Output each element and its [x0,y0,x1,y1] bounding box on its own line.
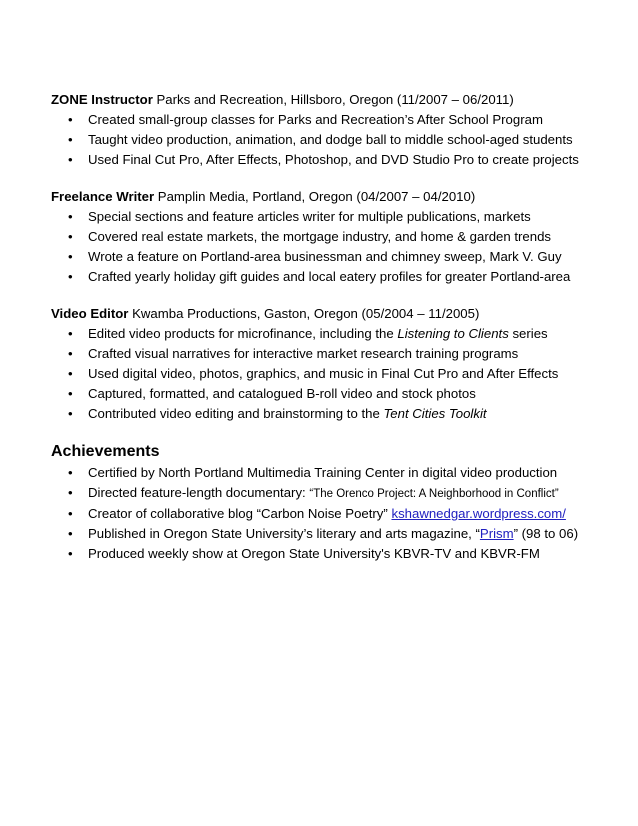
bullet-icon: • [68,249,73,264]
bullet-icon: • [68,209,73,224]
list-item: • Contributed video editing and brainstorming to the Tent Cities Toolkit [51,404,608,424]
job-zone-instructor [51,90,608,170]
list-item: • Special sections and feature articles writer for multiple publications, markets [51,207,608,227]
bullet-icon: • [68,485,73,500]
achievements-heading: Achievements [51,443,160,460]
list-item: • Produced weekly show at Oregon State University's KBVR-TV and KBVR-FM [51,544,608,564]
list-item: • Used digital video, photos, graphics, and music in Final Cut Pro and After Effects [51,364,608,384]
list-item: • Captured, formatted, and catalogued B-roll video and stock photos [51,384,608,404]
job-video-editor [51,304,608,424]
job-header [51,90,608,110]
job-details: Pamplin Media, Portland, Oregon (04/2007 – 04/2010) [154,189,476,204]
bullet-icon: • [68,465,73,480]
job-details: Parks and Recreation, Hillsboro, Oregon (11/2007 – 06/2011) [152,92,514,107]
list-item: • Crafted yearly holiday gift guides and local eatery profiles for greater Portland-area [51,267,608,287]
bullet-icon: • [68,386,73,401]
job-title: Video Editor [51,306,129,321]
list-item: • Creator of collaborative blog “Carbon Noise Poetry” kshawnedgar.wordpress.com/ [51,504,608,524]
list-item: • Covered real estate markets, the mortgage industry, and home & garden trends [51,227,608,247]
job-header [51,187,608,207]
bullet-icon: • [68,346,73,361]
list-item: • Certified by North Portland Multimedia Training Center in digital video production [51,463,608,483]
bullet-icon: • [68,366,73,381]
list-item: • Created small-group classes for Parks and Recreation’s After School Program [51,110,608,130]
job-title: ZONE Instructor [51,92,153,107]
list-item: • Crafted visual narratives for interactive market research training programs [51,344,608,364]
bullet-icon: • [68,326,73,341]
prism-link[interactable]: Prism [479,526,514,541]
bullet-icon: • [68,229,73,244]
bullet-icon: • [68,152,73,167]
bullet-icon: • [68,506,73,521]
job-header [51,304,608,324]
job-bullets [51,324,608,424]
list-item: • Published in Oregon State University’s literary and arts magazine, “Prism” (98 to 06) [51,524,608,544]
bullet-icon: • [68,112,73,127]
list-item: • Used Final Cut Pro, After Effects, Photoshop, and DVD Studio Pro to create projects [51,150,608,170]
achievements-list [51,463,608,564]
bullet-icon: • [68,526,73,541]
list-item: • Taught video production, animation, and dodge ball to middle school-aged students [51,130,608,150]
bullet-icon: • [68,132,73,147]
list-item: • Directed feature-length documentary: “The Orenco Project: A Neighborhood in Conflict” [51,483,608,504]
bullet-icon: • [68,269,73,284]
achievements-section [51,463,608,564]
job-title: Freelance Writer [51,189,155,204]
list-item: • Edited video products for microfinance, including the Listening to Clients series [51,324,608,344]
blog-link[interactable]: kshawnedgar.wordpress.com/ [391,506,566,521]
list-item: • Wrote a feature on Portland-area businessman and chimney sweep, Mark V. Guy [51,247,608,267]
job-bullets [51,110,608,170]
bullet-icon: • [68,406,73,421]
bullet-icon: • [68,546,73,561]
job-details: Kwamba Productions, Gaston, Oregon (05/2004 – 11/2005) [128,306,480,321]
job-bullets [51,207,608,287]
job-freelance-writer [51,187,608,287]
